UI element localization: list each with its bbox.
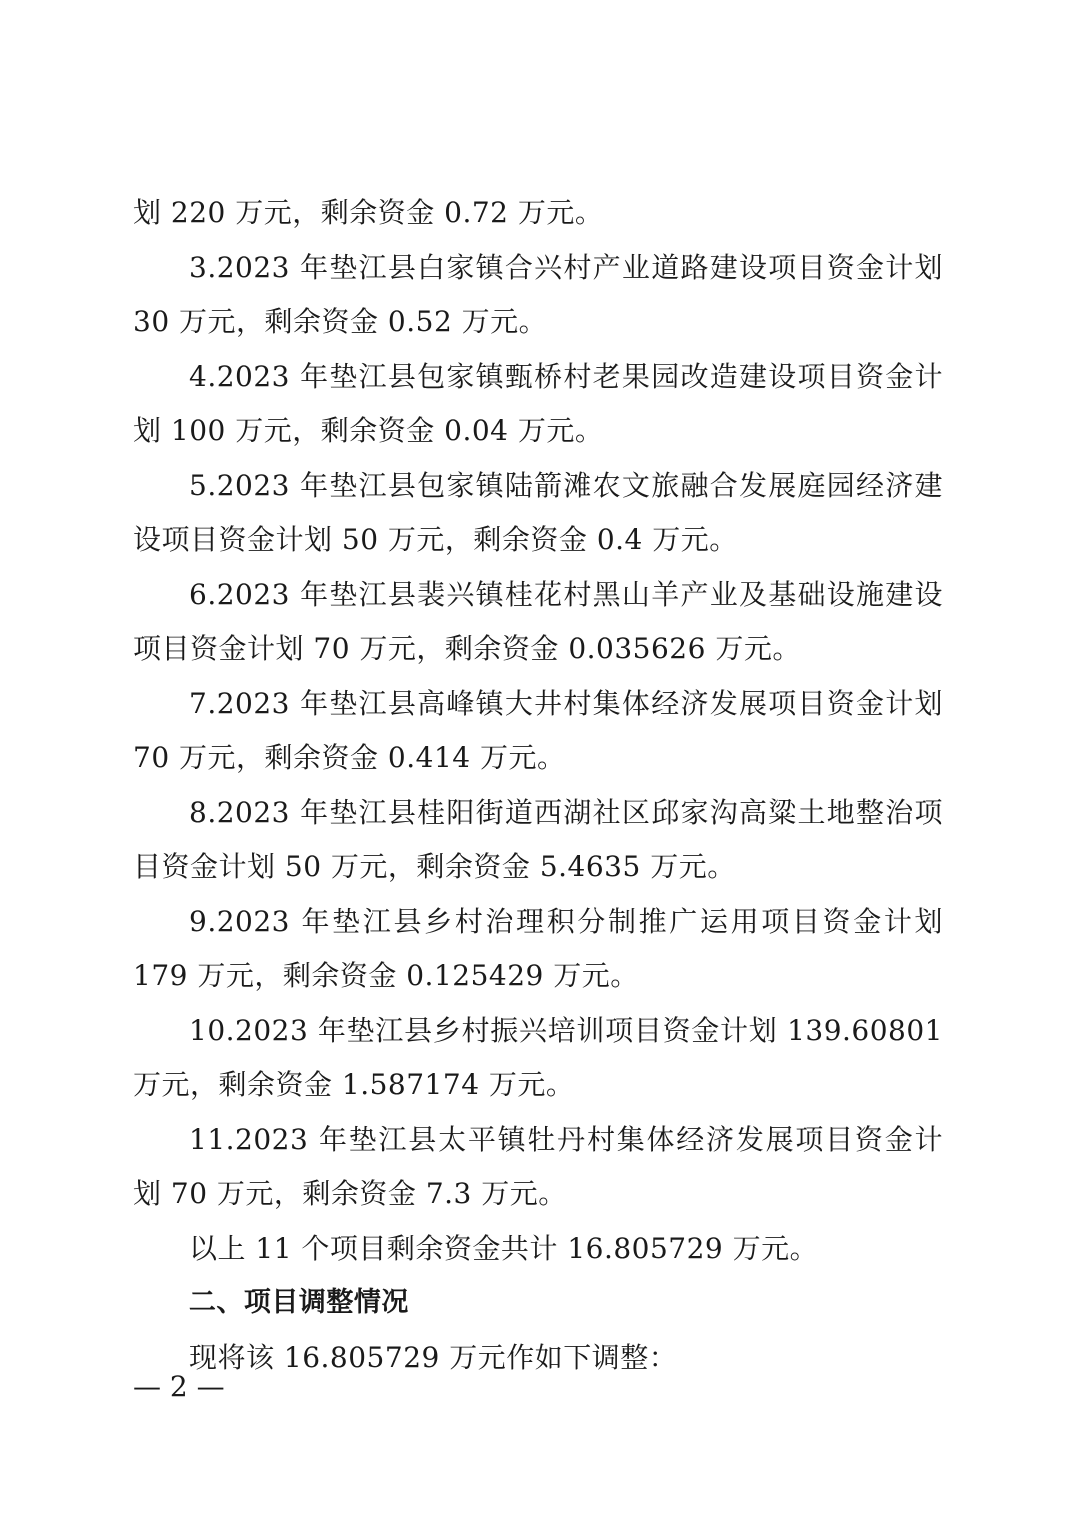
closing-paragraph: 现将该 16.805729 万元作如下调整： <box>189 1340 678 1374</box>
paragraph-item-6: 6.2023 年垫江县裴兴镇桂花村黑山羊产业及基础设施建设项目资金计划 70 万元，剩余资金 0.035626 万元。 <box>133 577 943 665</box>
paragraph-item-9: 9.2023 年垫江县乡村治理积分制推广运用项目资金计划 179 万元，剩余资金 0.125429 万元。 <box>133 904 943 992</box>
section-heading: 二、项目调整情况 <box>188 1287 409 1318</box>
paragraph-total: 以上 11 个项目剩余资金共计 16.805729 万元。 <box>189 1231 819 1265</box>
paragraph-continued: 划 220 万元，剩余资金 0.72 万元。 <box>133 196 604 229</box>
paragraph-item-4: 4.2023 年垫江县包家镇甄桥村老果园改造建设项目资金计划 100 万元，剩余资金 0.04 万元。 <box>133 359 943 447</box>
paragraph-item-8: 8.2023 年垫江县桂阳街道西湖社区邱家沟高粱土地整治项目资金计划 50 万元，剩余资金 5.4635 万元。 <box>133 795 943 883</box>
page-number: — 2 — <box>133 1370 225 1403</box>
paragraph-item-10: 10.2023 年垫江县乡村振兴培训项目资金计划 139.60801 万元，剩余资金 1.587174 万元。 <box>133 1013 943 1101</box>
paragraph-item-3: 3.2023 年垫江县白家镇合兴村产业道路建设项目资金计划 30 万元，剩余资金 0.52 万元。 <box>133 250 943 338</box>
document-body <box>133 186 943 1385</box>
paragraph-item-7: 7.2023 年垫江县高峰镇大井村集体经济发展项目资金计划 70 万元，剩余资金 0.414 万元。 <box>133 686 943 774</box>
paragraph-item-5: 5.2023 年垫江县包家镇陆箭滩农文旅融合发展庭园经济建设项目资金计划 50 万元，剩余资金 0.4 万元。 <box>133 468 943 556</box>
paragraph-item-11: 11.2023 年垫江县太平镇牡丹村集体经济发展项目资金计划 70 万元，剩余资金 7.3 万元。 <box>133 1122 943 1210</box>
